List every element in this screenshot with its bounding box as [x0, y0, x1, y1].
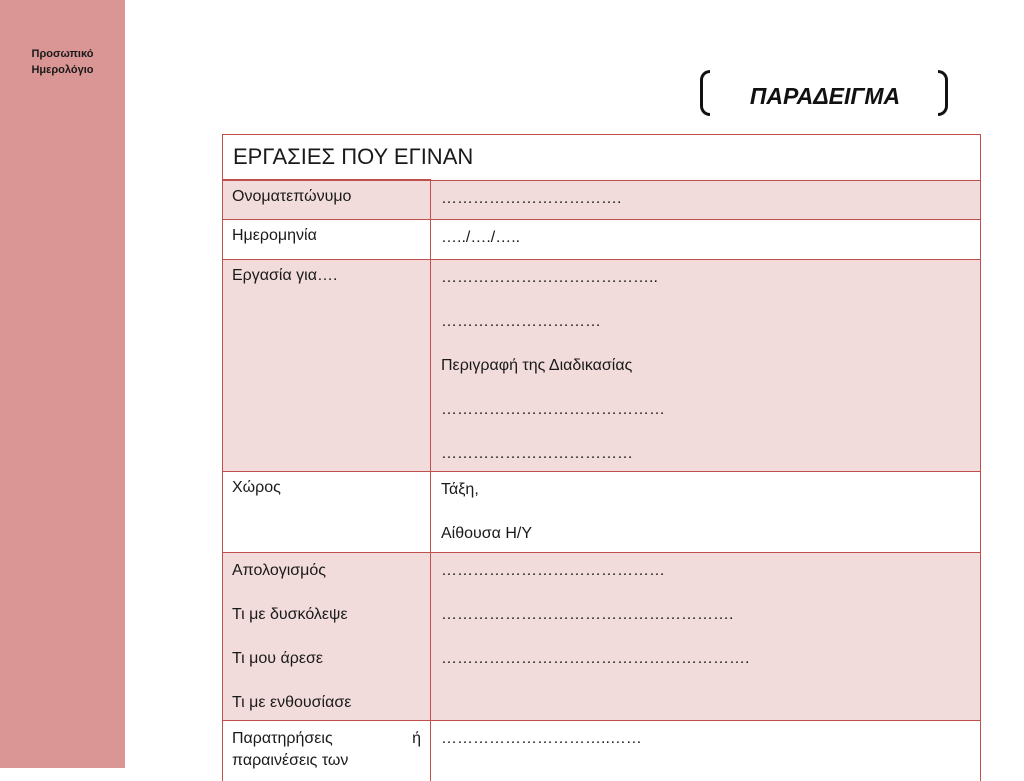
row-label: Εργασία για….: [223, 260, 431, 471]
row-label: Χώρος: [223, 472, 431, 552]
sidebar-title-line2: Ημερολόγιο: [31, 64, 94, 76]
value-line: …………………………: [441, 313, 601, 330]
sidebar: [0, 0, 125, 768]
value-line: ……………………………………………….: [441, 606, 734, 623]
page-title: ΠΑΡΑΔΕΙΓΜΑ: [749, 83, 901, 109]
label-line: Τι με δυσκόλεψε: [232, 606, 348, 623]
table-heading: ΕΡΓΑΣΙΕΣ ΠΟΥ ΕΓΙΝΑΝ: [223, 135, 981, 180]
table-row-place: [223, 471, 981, 552]
row-value: [431, 260, 981, 471]
row-value: [431, 220, 981, 259]
row-label: Παρατηρήσεις ή παραινέσεις των: [223, 721, 431, 781]
left-bracket-icon: [700, 70, 710, 116]
value-line: Τάξη,: [441, 481, 479, 498]
row-label: Ημερομηνία: [223, 220, 431, 259]
value-line: ……………………………………: [441, 562, 665, 579]
row-label: Ονοματεπώνυμο: [223, 181, 431, 219]
row-label: [223, 553, 431, 720]
row-value: [431, 721, 981, 781]
value-line: …../…./…..: [441, 229, 521, 246]
value-line: Αίθουσα Η/Υ: [441, 525, 533, 542]
value-line: ………………………………………………….: [441, 650, 750, 667]
label-line: Απολογισμός: [232, 562, 326, 579]
table-row-work: [223, 259, 981, 471]
row-value: [431, 553, 981, 720]
table-row-review: [223, 552, 981, 720]
label-line: Τι με ενθουσίασε: [232, 694, 352, 711]
sidebar-title-line1: Προσωπικό: [31, 48, 94, 60]
right-bracket-icon: [938, 70, 948, 116]
table-row-date: [223, 219, 981, 259]
table-row-name: [223, 180, 981, 219]
tasks-table: [222, 134, 981, 781]
row-value: [431, 472, 981, 552]
table-row-notes: [223, 720, 981, 781]
value-line: ………………………………: [441, 445, 633, 462]
label-line: Τι μου άρεσε: [232, 650, 323, 667]
value-line: …………………………….: [441, 190, 622, 207]
value-line: …………………………………..: [441, 269, 658, 286]
value-line: …………………………..……: [441, 730, 642, 747]
value-line: ……………………………………: [441, 401, 665, 418]
row-value: [431, 181, 981, 219]
value-line: Περιγραφή της Διαδικασίας: [441, 357, 633, 374]
sidebar-title: [0, 46, 125, 78]
